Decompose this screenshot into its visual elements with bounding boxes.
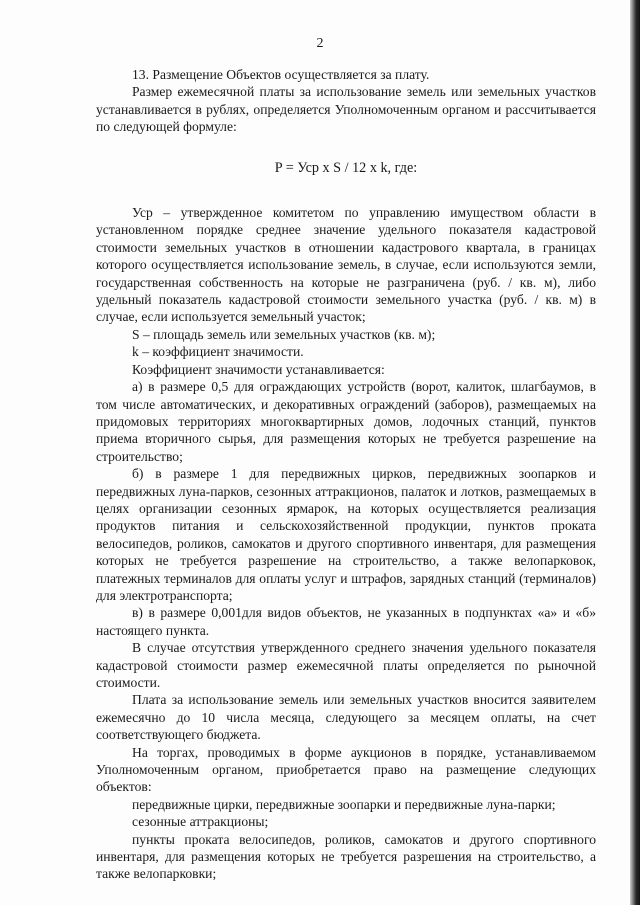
- payment-formula: P = Уср x S / 12 x k, где:: [274, 159, 418, 176]
- list-item-attractions: сезонные аттракционы;: [132, 814, 269, 830]
- list-item-rental-points: пункты проката велосипедов, роликов, самокатов и другого спортивного инвентаря, для размещения которых не требуется разрешения на строительство, а также велопарковки;: [96, 831, 596, 882]
- paragraph-coefficient-intro: Коэффициент значимости устанавливается:: [132, 361, 385, 377]
- paragraph-payment-size: Размер ежемесячной платы за использование земель или земельных участков устанавливается в рублях, определяется Уполномоченным органом и рассчитывается по следующей формуле:: [96, 84, 596, 135]
- document-body: [96, 66, 596, 883]
- paragraph-s-definition: S – площадь земель или земельных участков (кв. м);: [132, 326, 436, 342]
- paragraph-item-b: б) в размере 1 для передвижных цирков, передвижных зоопарков и передвижных луна-парков, сезонных аттракционов, палаток и лотков, размещаемых в целях организации сезонных ярмарок, на которых осуществляется реализация продуктов питания и сельскохозяйственной продукции, пунктов проката велосипедов, роликов, самокатов и другого спортивного инвентаря, для размещения которых не требуется разрешение на строительство, а также велопарковок, платежных терминалов для оплаты услуг и штрафов, зарядных станций (терминалов) для электротранспорта;: [96, 466, 596, 603]
- paragraph-no-average-value: В случае отсутствия утвержденного среднего значения удельного показателя кадастровой стоимости размер ежемесячной платы определяется по рыночной стоимости.: [96, 640, 596, 690]
- paragraph-13: 13. Размещение Объектов осуществляется за плату.: [132, 67, 430, 82]
- page-edge-shadow: [630, 0, 640, 905]
- paragraph-payment-deadline: Плата за использование земель или земельных участков вносится заявителем ежемесячно до 10 числа месяца, следующего за месяцем оплаты, на счет соответствующего бюджета.: [96, 692, 596, 743]
- paragraph-item-a: а) в размере 0,5 для ограждающих устройств (ворот, калиток, шлагбаумов, в том числе автоматических, и декоративных ограждений (заборов), размещаемых на придомовых территориях многоквартирных домов, лодочных станций, пунктов приема вторичного сырья, для размещения которых не требуется разрешение на строительство;: [96, 379, 596, 464]
- paragraph-k-definition: k – коэффициент значимости.: [132, 344, 304, 360]
- paragraph-auction-rights: На торгах, проводимых в форме аукционов в порядке, устанавливаемом Уполномоченным органом, приобретается право на размещение следующих объектов:: [96, 744, 596, 795]
- paragraph-ucr-definition: Уср – утвержденное комитетом по управлению имуществом области в установленном порядке среднее значение удельного показателя кадастровой стоимости земельных участков в отношении кадастрового квартала, в границах которого осуществляется использование земель, в случае, если используются земли, государственная собственность на которые не разграничена (руб. / кв. м), либо удельный показатель кадастровой стоимости земельного участка (руб. / кв. м) в случае, если используется земельный участок;: [96, 205, 596, 325]
- page-number: 2: [316, 36, 324, 51]
- list-item-circuses: передвижные цирки, передвижные зоопарки и передвижные луна-парки;: [132, 796, 556, 812]
- paragraph-item-v: в) в размере 0,001для видов объектов, не указанных в подпунктах «а» и «б» настоящего пункта.: [96, 605, 596, 638]
